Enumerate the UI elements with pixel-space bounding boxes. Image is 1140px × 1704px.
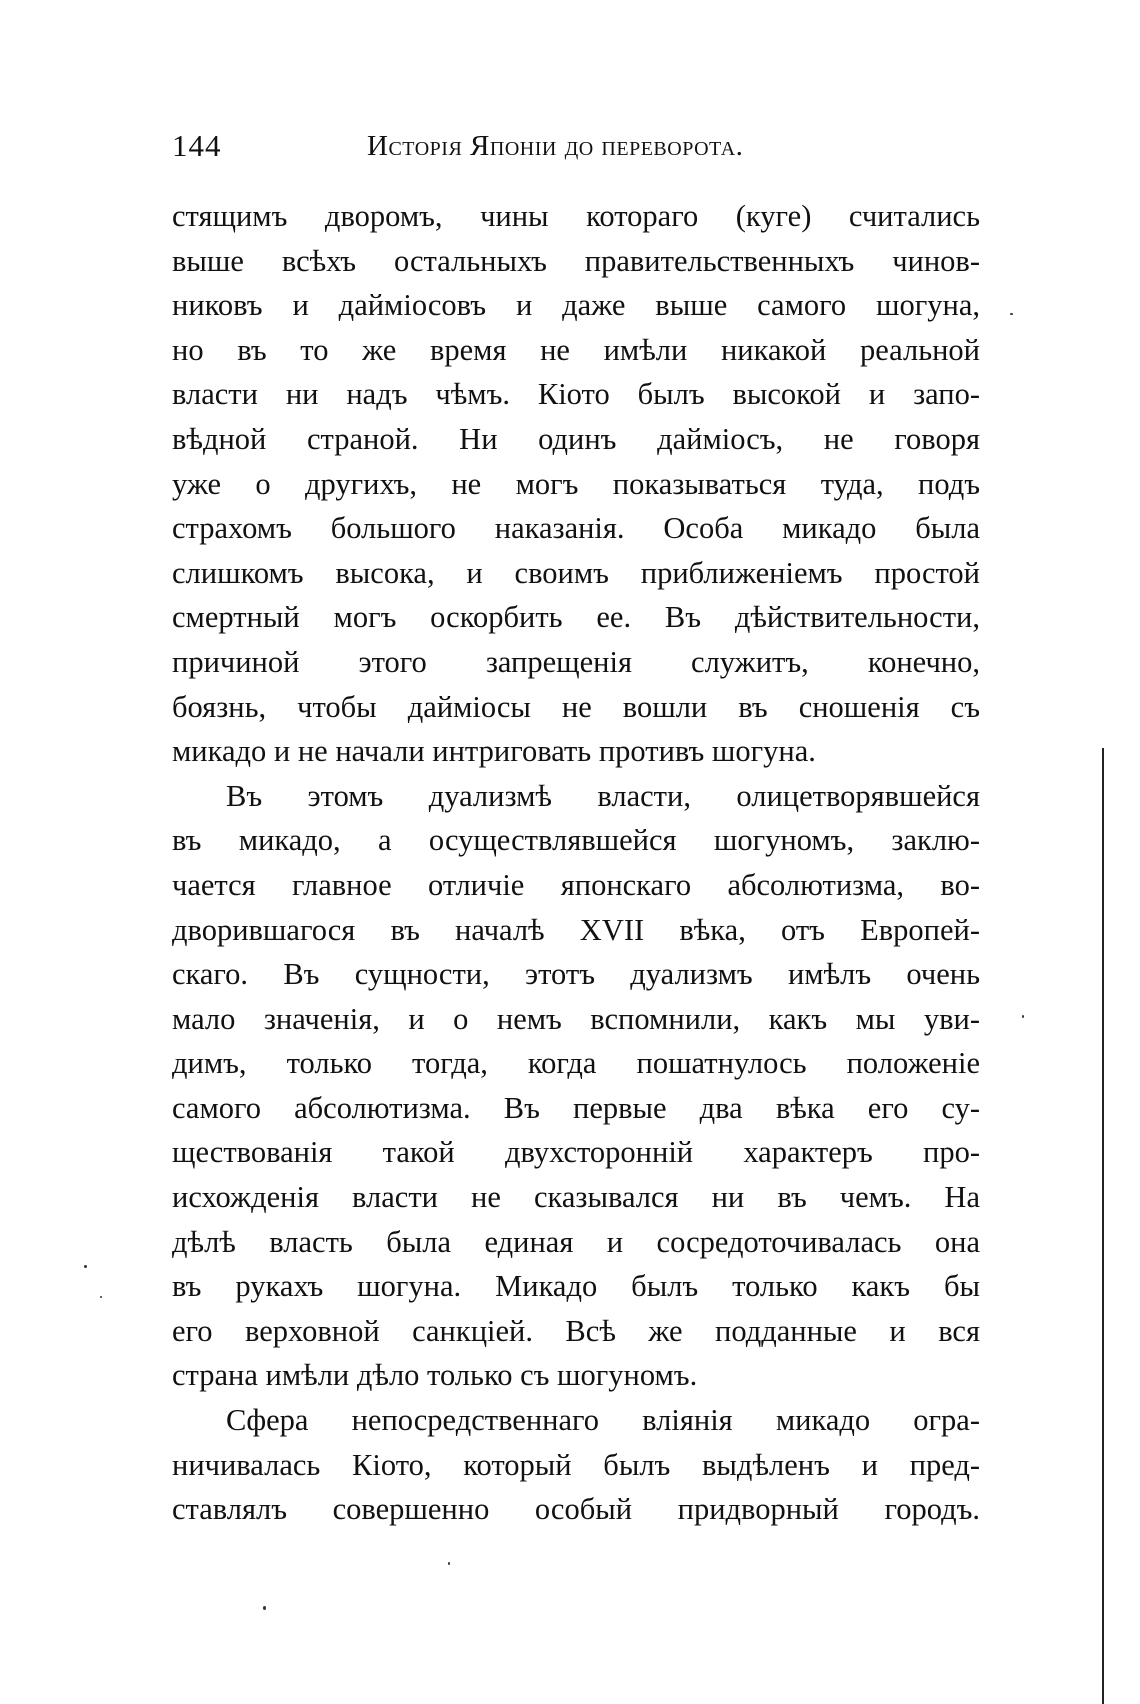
text-line: слишкомъ высока, и своимъ приближенiемъ простой [172, 555, 980, 590]
text-line: страна имѣли дѣло только съ шогуномъ. [172, 1358, 698, 1393]
text-line: дѣлѣ власть была единая и сосредоточивалась она [172, 1224, 980, 1259]
text-line: ничивалась Кiото, который былъ выдѣленъ и пред- [172, 1447, 980, 1482]
text-line: микадо и не начали интриговать противъ шогуна. [172, 734, 816, 769]
text-line: исхожденiя власти не сказывался ни въ чемъ. На [172, 1180, 980, 1215]
text-line: вѣдной страной. Ни одинъ даймiосъ, не говоря [172, 421, 980, 456]
text-line: но въ то же время не имѣли никакой реальной [172, 332, 980, 367]
running-title: Исторія Японіи до переворота. [367, 130, 744, 162]
text-line: власти ни надъ чѣмъ. Кiото былъ высокой и запо- [172, 377, 980, 412]
text-line: самого абсолютизма. Въ первые два вѣка его су- [172, 1090, 980, 1125]
scan-speck [1010, 313, 1013, 315]
text-line: его верховной санкцiей. Всѣ же подданные и вся [172, 1313, 980, 1348]
text-line: причиной этого запрещенiя служитъ, конечно, [172, 644, 980, 679]
scan-speck [448, 1562, 450, 1565]
text-line: Сфера непосредственнаго влiянiя микадо огра- [226, 1403, 980, 1438]
text-line: дворившагося въ началѣ XVII вѣка, отъ Европей- [172, 912, 980, 947]
scan-speck [263, 1606, 266, 1610]
text-line: скаго. Въ сущности, этотъ дуализмъ имѣлъ очень [172, 957, 980, 992]
paragraph-1 [172, 194, 980, 774]
body-text [172, 194, 980, 1532]
text-line: уже о другихъ, не могъ показываться туда, подъ [172, 466, 980, 501]
text-line: въ микадо, а осуществлявшейся шогуномъ, заклю- [172, 823, 980, 858]
text-line: димъ, только тогда, когда пошатнулось положенiе [172, 1046, 980, 1081]
text-line: чается главное отличiе японскаго абсолютизма, во- [172, 867, 980, 902]
text-line: страхомъ большого наказанiя. Особа микадо была [172, 511, 980, 546]
paragraph-2 [172, 774, 980, 1398]
running-head [172, 128, 980, 178]
text-line: ществованiя такой двухсторонній характеръ про- [172, 1135, 980, 1170]
text-line: выше всѣхъ остальныхъ правительственныхъ чинов- [172, 243, 980, 278]
text-line: боязнь, чтобы даймiосы не вошли въ сношенiя съ [172, 689, 980, 724]
text-line: Въ этомъ дуализмѣ власти, олицетворявшейся [226, 778, 980, 813]
text-line: никовъ и даймiосовъ и даже выше самого шогуна, [172, 288, 980, 323]
scan-edge-line [1102, 748, 1104, 1704]
text-line: смертный могъ оскорбить ее. Въ дѣйствительности, [172, 600, 980, 635]
text-line: мало значенiя, и о немъ вспомнили, какъ мы уви- [172, 1001, 980, 1036]
scan-speck [84, 1265, 87, 1268]
page-number: 144 [172, 128, 222, 163]
scan-speck [100, 1296, 102, 1298]
text-line: ставлялъ совершенно особый придворный городъ. [172, 1492, 980, 1527]
text-line: въ рукахъ шогуна. Микадо былъ только какъ бы [172, 1269, 980, 1304]
scan-speck [1022, 1015, 1024, 1018]
paragraph-3 [172, 1398, 980, 1532]
text-line: стящимъ дворомъ, чины котораго (куге) считались [172, 199, 980, 233]
